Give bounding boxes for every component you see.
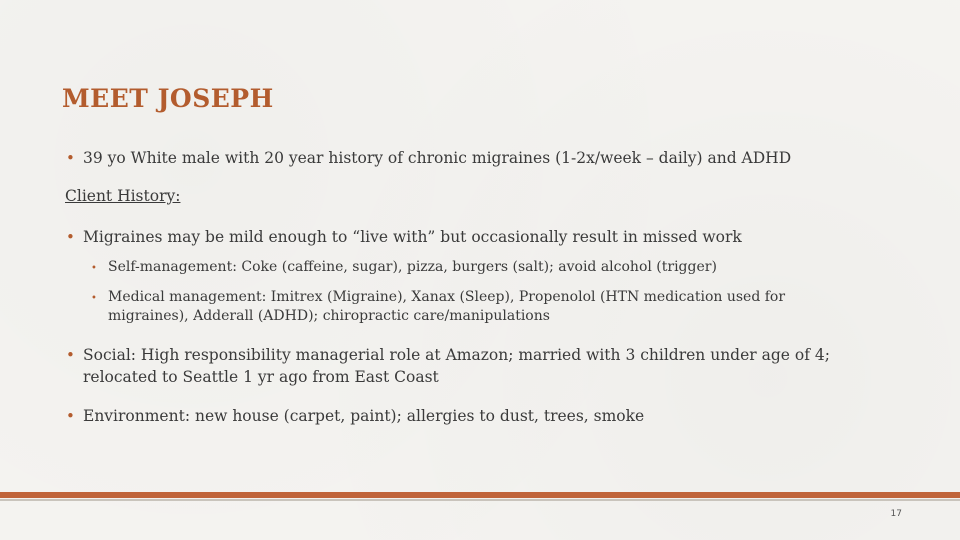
- medical-management-line2: migraines), Adderall (ADHD); chiropractic care/manipulations: [108, 308, 550, 324]
- migraines-text: Migraines may be mild enough to “live with” but occasionally result in missed work: [83, 228, 742, 246]
- footer-divider: [0, 499, 960, 501]
- sub-bullet-icon: •: [91, 293, 97, 304]
- medical-management-line1: Medical management: Imitrex (Migraine), Xanax (Sleep), Propenolol (HTN medication used for: [108, 289, 786, 305]
- social-line2: relocated to Seattle 1 yr ago from East Coast: [83, 368, 439, 386]
- bullet-icon: •: [66, 346, 75, 364]
- page-number: 17: [890, 509, 902, 519]
- intro-text: 39 yo White male with 20 year history of chronic migraines (1-2x/week – daily) and ADHD: [83, 149, 792, 167]
- bullet-icon: •: [66, 407, 75, 425]
- client-history-heading: Client History:: [65, 187, 181, 205]
- slide-title: MEET JOSEPH: [62, 84, 274, 113]
- bullet-icon: •: [66, 149, 75, 167]
- sub-bullet-icon: •: [91, 263, 97, 274]
- footer-band: [0, 492, 960, 498]
- self-management-text: Self-management: Coke (caffeine, sugar), pizza, burgers (salt); avoid alcohol (trigger): [108, 259, 717, 275]
- environment-text: Environment: new house (carpet, paint); allergies to dust, trees, smoke: [83, 407, 645, 425]
- bullet-icon: •: [66, 228, 75, 246]
- social-line1: Social: High responsibility managerial role at Amazon; married with 3 children under age of 4;: [83, 346, 830, 364]
